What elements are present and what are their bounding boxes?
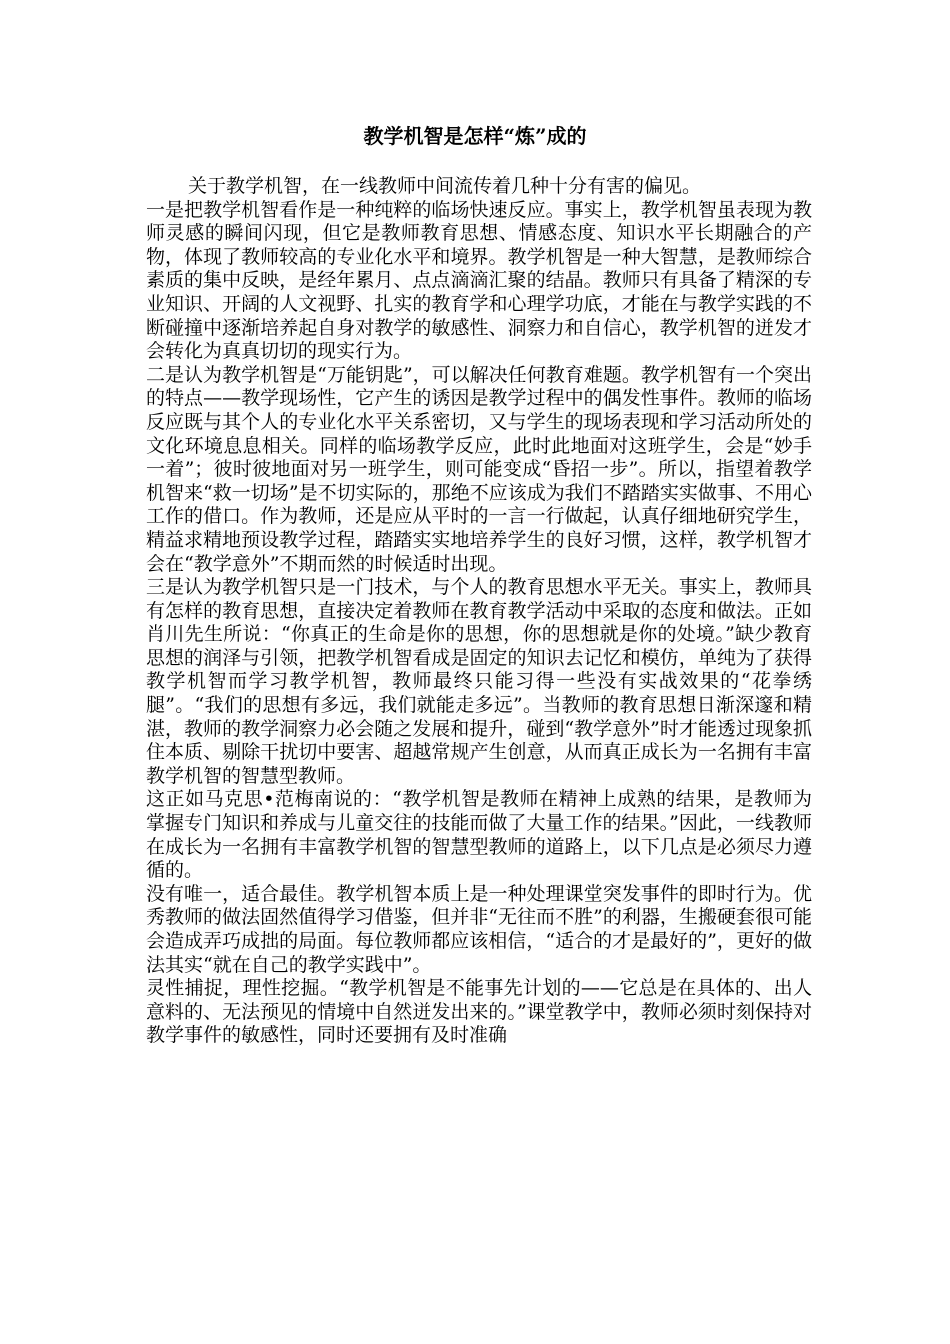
paragraph: 二是认为教学机智是“万能钥匙”，可以解决任何教育难题。教学机智有一个突出的特点——教学现场性，它产生的诱因是教学过程中的偶发性事件。教师的临场反应既与其个人的专业化水平关系密切，又与学生的现场表现和学习活动所处的文化环境息息相关。同样的临场教学反应，此时此地面对这班学生，会是“妙手一着”；彼时彼地面对另一班学生，则可能变成“昏招一步”。所以，指望着教学机智来“救一切场”是不切实际的，那绝不应该成为我们不踏踏实实做事、不用心工作的借口。作为教师，还是应从平时的一言一行做起，认真仔细地研究学生，精益求精地预设教学过程，踏踏实实地培养学生的良好习惯，这样，教学机智才会在“教学意外”不期而然的时候适时出现。	[146, 363, 812, 575]
document-body	[146, 175, 812, 1048]
paragraph: 这正如马克思•范梅南说的：“教学机智是教师在精神上成熟的结果，是教师为掌握专门知识和养成与儿童交往的技能而做了大量工作的结果。”因此，一线教师在成长为一名拥有丰富教学机智的智慧型教师的道路上，以下几点是必须尽力遵循的。	[146, 788, 812, 882]
paragraph: 没有唯一，适合最佳。教学机智本质上是一种处理课堂突发事件的即时行为。优秀教师的做法固然值得学习借鉴，但并非“无往而不胜”的利器，生搬硬套很可能会造成弄巧成拙的局面。每位教师都应该相信，“适合的才是最好的”，更好的做法其实“就在自己的教学实践中”。	[146, 882, 812, 976]
paragraph-intro: 关于教学机智，在一线教师中间流传着几种十分有害的偏见。	[188, 175, 702, 197]
paragraph: 三是认为教学机智只是一门技术，与个人的教育思想水平无关。事实上，教师具有怎样的教育思想，直接决定着教师在教育教学活动中采取的态度和做法。正如肖川先生所说：“你真正的生命是你的思想，你的思想就是你的处境。”缺少教育思想的润泽与引领，把教学机智看成是固定的知识去记忆和模仿，单纯为了获得教学机智而学习教学机智，教师最终只能习得一些没有实战效果的“花拳绣腿”。“我们的思想有多远，我们就能走多远”。当教师的教育思想日渐深邃和精湛，教师的教学洞察力必会随之发展和提升，碰到“教学意外”时才能透过现象抓住本质、剔除干扰切中要害、超越常规产生创意，从而真正成长为一名拥有丰富教学机智的智慧型教师。	[146, 576, 812, 787]
paragraph: 灵性捕捉，理性挖掘。“教学机智是不能事先计划的——它总是在具体的、出人意料的、无法预见的情境中自然迸发出来的。”课堂教学中，教师必须时刻保持对教学事件的敏感性，同时还要拥有及时准确	[146, 977, 812, 1047]
paragraph: 一是把教学机智看作是一种纯粹的临场快速反应。事实上，教学机智虽表现为教师灵感的瞬间闪现，但它是教师教育思想、情感态度、知识水平长期融合的产物，体现了教师较高的专业化水平和境界。教学机智是一种大智慧，是教师综合素质的集中反映，是经年累月、点点滴滴汇聚的结晶。教师只有具备了精深的专业知识、开阔的人文视野、扎实的教育学和心理学功底，才能在与教学实践的不断碰撞中逐渐培养起自身对教学的敏感性、洞察力和自信心，教学机智的迸发才会转化为真真切切的现实行为。	[146, 198, 812, 363]
document-title: 教学机智是怎样“炼”成的	[363, 124, 587, 148]
